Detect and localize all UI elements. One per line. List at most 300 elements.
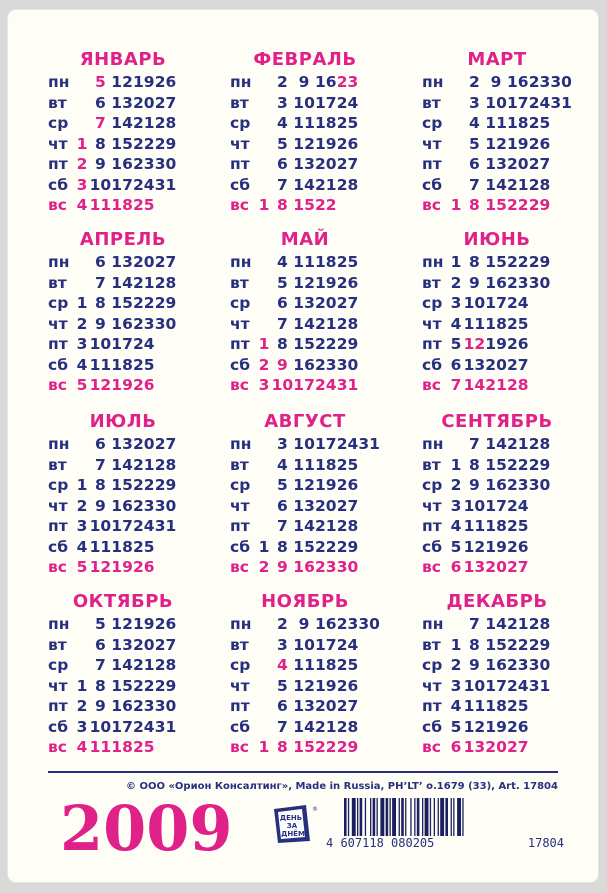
weekday-label: пт bbox=[48, 335, 68, 353]
day-cell: 11 bbox=[485, 114, 507, 132]
day-cell bbox=[176, 676, 198, 697]
weekday-label: ср bbox=[48, 114, 69, 132]
day-cell: 1 bbox=[76, 294, 88, 312]
weekday-label: пт bbox=[48, 517, 68, 535]
day-cell: 27 bbox=[154, 635, 177, 654]
day-cell: 6 bbox=[450, 738, 462, 756]
day-cell: 13 bbox=[293, 496, 315, 515]
day-cell bbox=[550, 195, 572, 216]
day-cell: 7 bbox=[276, 517, 288, 535]
day-cell: 19 bbox=[485, 717, 507, 736]
weekday-label: вт bbox=[230, 455, 249, 474]
day-cell bbox=[74, 434, 89, 455]
month-block bbox=[230, 228, 380, 396]
barcode-bar bbox=[453, 798, 454, 836]
day-cell: 8 bbox=[468, 253, 480, 271]
day-cell: 2 bbox=[76, 155, 88, 173]
weekday-label: ср bbox=[48, 294, 69, 312]
weekday-label: вт bbox=[230, 635, 249, 654]
day-cell: 19 bbox=[314, 134, 337, 153]
weekday-label: вс bbox=[230, 376, 249, 394]
day-cell bbox=[550, 314, 572, 335]
day-cell: 14 bbox=[463, 376, 486, 394]
barcode-bar bbox=[348, 798, 349, 836]
weekday-row bbox=[230, 475, 380, 496]
day-cell: 18 bbox=[314, 656, 337, 674]
day-cell bbox=[448, 154, 463, 175]
month-block bbox=[48, 48, 198, 216]
weekday-row bbox=[48, 113, 198, 134]
day-cell: 28 bbox=[154, 455, 177, 474]
day-cell bbox=[176, 273, 198, 294]
day-cell bbox=[176, 355, 198, 376]
day-cell: 9 bbox=[276, 558, 288, 576]
day-cell: 30 bbox=[154, 314, 177, 333]
day-cell: 17 bbox=[314, 435, 337, 453]
day-cell: 3 bbox=[76, 517, 88, 535]
day-cell bbox=[176, 455, 198, 476]
month-name: МАЙ bbox=[280, 229, 330, 250]
day-cell: 31 bbox=[154, 517, 177, 535]
day-cell: 18 bbox=[485, 697, 507, 715]
weekday-row bbox=[230, 717, 380, 738]
day-cell: 2 bbox=[258, 558, 270, 576]
weekday-label: чт bbox=[422, 314, 442, 333]
day-cell: 18 bbox=[111, 196, 133, 214]
day-cell: 22 bbox=[132, 134, 155, 153]
day-cell: 9 bbox=[94, 697, 106, 715]
day-cell bbox=[550, 696, 572, 717]
day-cell: 22 bbox=[132, 294, 155, 312]
day-cell: 24 bbox=[506, 294, 529, 312]
day-cell: 10 bbox=[463, 294, 486, 312]
day-cell: 9 bbox=[94, 314, 106, 333]
weekday-label: пт bbox=[230, 155, 250, 173]
barcode-bar bbox=[422, 798, 423, 836]
day-cell: 24 bbox=[336, 435, 359, 453]
weekday-row bbox=[230, 195, 380, 216]
day-cell bbox=[256, 614, 271, 635]
month-block bbox=[422, 228, 572, 396]
weekday-row bbox=[230, 72, 380, 93]
day-cell: 28 bbox=[528, 615, 551, 633]
weekday-row bbox=[48, 334, 198, 355]
barcode-bar bbox=[430, 798, 431, 836]
day-cell: 2 bbox=[76, 496, 88, 515]
day-cell: 7 bbox=[468, 175, 480, 194]
day-cell: 19 bbox=[132, 615, 155, 633]
weekday-row bbox=[230, 655, 380, 676]
day-cell bbox=[256, 496, 271, 517]
day-cell: 15 bbox=[485, 455, 507, 474]
weekday-label: пт bbox=[230, 517, 250, 535]
day-cell: 28 bbox=[154, 114, 177, 132]
day-cell: 26 bbox=[528, 134, 551, 153]
day-cell: 27 bbox=[506, 738, 529, 756]
weekday-label: пт bbox=[422, 517, 442, 535]
barcode-numbers bbox=[326, 836, 564, 850]
day-cell: 19 bbox=[132, 73, 155, 91]
day-cell: 22 bbox=[314, 537, 337, 556]
logo-text-2: ЗА bbox=[286, 822, 298, 830]
day-cell: 16 bbox=[111, 155, 133, 173]
day-cell: 4 bbox=[450, 314, 462, 333]
month-block bbox=[48, 228, 198, 396]
day-cell: 9 bbox=[468, 273, 480, 292]
day-cell: 30 bbox=[528, 476, 551, 494]
weekday-row bbox=[230, 355, 380, 376]
weekday-row bbox=[230, 614, 380, 635]
day-cell bbox=[256, 175, 271, 196]
weekday-row bbox=[422, 696, 572, 717]
day-cell: 4 bbox=[276, 455, 288, 474]
day-cell: 12 bbox=[111, 73, 133, 91]
day-cell: 8 bbox=[94, 294, 106, 312]
day-cell: 27 bbox=[528, 155, 551, 173]
day-cell: 7 bbox=[94, 455, 106, 474]
day-cell: 21 bbox=[314, 717, 337, 736]
day-cell: 10 bbox=[463, 676, 486, 695]
day-cell: 29 bbox=[154, 476, 177, 494]
day-cell: 30 bbox=[154, 496, 177, 515]
day-cell: 17 bbox=[485, 496, 507, 515]
day-cell bbox=[358, 375, 380, 396]
day-cell: 13 bbox=[293, 697, 315, 715]
weekday-label: чт bbox=[48, 496, 68, 515]
weekday-row bbox=[422, 434, 572, 455]
day-cell: 3 bbox=[276, 635, 288, 654]
day-cell: 7 bbox=[276, 717, 288, 736]
day-cell: 11 bbox=[463, 517, 486, 535]
month-name: АВГУСТ bbox=[264, 411, 346, 432]
day-cell: 11 bbox=[293, 114, 315, 132]
day-cell bbox=[74, 72, 89, 93]
weekday-row bbox=[422, 154, 572, 175]
day-cell: 6 bbox=[276, 697, 288, 715]
weekday-label: пн bbox=[230, 615, 252, 633]
weekday-label: вс bbox=[48, 196, 67, 214]
day-cell: 11 bbox=[463, 314, 486, 333]
day-cell: 13 bbox=[463, 355, 486, 374]
day-cell: 6 bbox=[450, 558, 462, 576]
weekday-label: вт bbox=[422, 455, 441, 474]
day-cell: 16 bbox=[485, 476, 507, 494]
day-cell: 20 bbox=[314, 294, 337, 312]
weekday-label: пт bbox=[48, 697, 68, 715]
day-cell: 12 bbox=[463, 717, 486, 736]
day-cell bbox=[529, 516, 551, 537]
day-cell bbox=[550, 154, 572, 175]
day-cell: 13 bbox=[485, 155, 507, 173]
day-cell bbox=[256, 134, 271, 155]
day-cell: 22 bbox=[506, 253, 529, 271]
day-cell: 13 bbox=[111, 435, 133, 453]
day-cell: 29 bbox=[336, 335, 359, 353]
day-cell bbox=[155, 334, 177, 355]
day-cell: 2 bbox=[76, 314, 88, 333]
day-cell: 11 bbox=[89, 196, 112, 214]
day-cell: 16 bbox=[293, 558, 315, 576]
day-cell: 24 bbox=[336, 635, 359, 654]
month-name: ДЕКАБРЬ bbox=[446, 591, 548, 612]
day-cell: 4 bbox=[450, 697, 462, 715]
weekday-label: вс bbox=[230, 558, 249, 576]
day-cell: 15 bbox=[293, 537, 315, 556]
day-cell: 15 bbox=[485, 635, 507, 654]
weekday-row bbox=[422, 475, 572, 496]
weekday-label: вт bbox=[422, 635, 441, 654]
day-cell bbox=[74, 655, 89, 676]
weekday-label: ср bbox=[48, 656, 69, 674]
day-cell: 11 bbox=[89, 355, 112, 374]
day-cell: 6 bbox=[94, 435, 106, 453]
day-cell bbox=[448, 614, 463, 635]
day-cell: 24 bbox=[132, 335, 155, 353]
day-cell: 5 bbox=[468, 134, 480, 153]
day-cell: 19 bbox=[111, 558, 133, 576]
day-cell bbox=[358, 252, 380, 273]
day-cell: 1 bbox=[76, 134, 88, 153]
day-cell: 16 bbox=[111, 697, 133, 715]
day-cell: 16 bbox=[314, 73, 337, 91]
weekday-row bbox=[48, 676, 198, 697]
day-cell: 2 bbox=[276, 615, 288, 633]
day-cell: 18 bbox=[314, 114, 337, 132]
day-cell: 4 bbox=[276, 253, 288, 271]
day-cell: 7 bbox=[450, 376, 462, 394]
day-cell: 13 bbox=[463, 558, 486, 576]
day-cell: 1 bbox=[258, 738, 270, 756]
day-cell: 17 bbox=[111, 717, 133, 736]
month-name: ИЮЛЬ bbox=[89, 411, 157, 432]
day-cell: 29 bbox=[528, 635, 551, 654]
day-cell: 13 bbox=[293, 155, 315, 173]
day-cell: 24 bbox=[506, 496, 529, 515]
day-cell: 27 bbox=[154, 435, 177, 453]
day-cell: 12 bbox=[293, 273, 315, 292]
day-cell bbox=[256, 455, 271, 476]
day-cell: 3 bbox=[450, 496, 462, 515]
day-cell: 26 bbox=[506, 537, 529, 556]
barcode-bar bbox=[434, 798, 435, 836]
day-cell: 20 bbox=[485, 355, 507, 374]
day-cell: 15 bbox=[293, 738, 315, 756]
day-cell: 2 bbox=[450, 656, 462, 674]
day-cell: 1 bbox=[450, 635, 462, 654]
month-block bbox=[230, 590, 380, 758]
day-cell: 15 bbox=[293, 196, 315, 214]
day-cell: 16 bbox=[485, 273, 507, 292]
day-cell: 23 bbox=[132, 314, 155, 333]
day-cell: 15 bbox=[111, 294, 133, 312]
day-cell: 23 bbox=[314, 355, 337, 374]
weekday-label: сб bbox=[230, 175, 251, 194]
month-name: ЯНВАРЬ bbox=[79, 49, 167, 70]
barcode-bar bbox=[410, 798, 411, 836]
barcode-bar bbox=[373, 798, 376, 836]
day-cell: 27 bbox=[506, 355, 529, 374]
day-cell: 6 bbox=[468, 155, 480, 173]
weekday-label: ср bbox=[230, 114, 251, 132]
day-cell bbox=[550, 717, 572, 738]
weekday-row bbox=[230, 737, 380, 758]
day-cell: 23 bbox=[132, 496, 155, 515]
barcode-bar bbox=[370, 798, 371, 836]
day-cell: 7 bbox=[94, 656, 106, 674]
day-cell bbox=[358, 516, 380, 537]
weekday-row bbox=[422, 334, 572, 355]
weekday-label: вс bbox=[48, 738, 67, 756]
day-cell: 17 bbox=[293, 376, 315, 394]
weekday-row bbox=[48, 635, 198, 656]
day-cell: 30 bbox=[154, 697, 177, 715]
day-cell: 26 bbox=[336, 676, 359, 695]
day-cell: 27 bbox=[336, 496, 359, 515]
barcode-bar bbox=[380, 798, 384, 836]
weekday-label: чт bbox=[48, 676, 68, 695]
day-cell: 4 bbox=[450, 517, 462, 535]
weekday-row bbox=[48, 72, 198, 93]
day-cell bbox=[176, 614, 198, 635]
day-cell: 11 bbox=[463, 697, 486, 715]
day-cell bbox=[448, 93, 463, 114]
weekday-label: сб bbox=[48, 717, 69, 736]
day-cell bbox=[529, 293, 551, 314]
day-cell: 12 bbox=[463, 335, 486, 353]
day-cell: 15 bbox=[293, 335, 315, 353]
weekday-label: пн bbox=[422, 73, 444, 91]
day-cell bbox=[176, 496, 198, 517]
day-cell: 25 bbox=[132, 537, 155, 556]
day-cell bbox=[550, 635, 572, 656]
weekday-row bbox=[422, 737, 572, 758]
weekday-row bbox=[230, 154, 380, 175]
weekday-label: пн bbox=[48, 615, 70, 633]
day-cell: 26 bbox=[132, 376, 155, 394]
day-cell: 5 bbox=[276, 676, 288, 695]
day-cell: 26 bbox=[154, 73, 177, 91]
day-cell: 6 bbox=[276, 294, 288, 312]
day-cell: 23 bbox=[506, 656, 529, 674]
day-cell: 8 bbox=[276, 196, 288, 214]
weekday-label: пт bbox=[422, 155, 442, 173]
day-cell: 17 bbox=[485, 676, 507, 695]
day-cell bbox=[256, 72, 271, 93]
day-cell: 6 bbox=[276, 155, 288, 173]
day-cell bbox=[358, 557, 380, 578]
day-cell: 15 bbox=[111, 134, 133, 153]
day-cell: 16 bbox=[111, 314, 133, 333]
day-cell: 16 bbox=[293, 355, 315, 374]
weekday-label: вс bbox=[422, 196, 441, 214]
day-cell bbox=[176, 113, 198, 134]
day-cell bbox=[256, 314, 271, 335]
day-cell: 26 bbox=[336, 273, 359, 292]
calendar-card bbox=[8, 10, 598, 882]
day-cell: 8 bbox=[94, 476, 106, 494]
barcode-bar bbox=[401, 798, 404, 836]
day-cell bbox=[529, 314, 551, 335]
day-cell bbox=[550, 475, 572, 496]
day-cell: 28 bbox=[528, 435, 551, 453]
day-cell: 10 bbox=[485, 93, 507, 112]
day-cell bbox=[256, 273, 271, 294]
weekday-row bbox=[422, 195, 572, 216]
day-cell: 10 bbox=[293, 435, 315, 453]
weekday-label: пн bbox=[230, 435, 252, 453]
weekday-row bbox=[48, 175, 198, 196]
day-cell: 29 bbox=[528, 253, 551, 271]
weekday-label: ср bbox=[422, 294, 443, 312]
day-cell: 5 bbox=[450, 717, 462, 736]
day-cell: 20 bbox=[506, 155, 529, 173]
day-cell: 17 bbox=[111, 175, 133, 194]
weekday-row bbox=[422, 375, 572, 396]
day-cell: 15 bbox=[485, 196, 507, 214]
day-cell bbox=[358, 154, 380, 175]
weekday-row bbox=[230, 696, 380, 717]
weekday-label: сб bbox=[48, 355, 69, 374]
day-cell: 17 bbox=[111, 335, 133, 353]
day-cell: 4 bbox=[468, 114, 480, 132]
weekday-row bbox=[48, 537, 198, 558]
day-cell: 21 bbox=[485, 376, 507, 394]
barcode-bar bbox=[357, 798, 358, 836]
weekday-label: пт bbox=[48, 155, 68, 173]
day-cell: 26 bbox=[336, 476, 359, 494]
weekday-label: вт bbox=[422, 93, 441, 112]
day-cell: 24 bbox=[132, 717, 155, 736]
day-cell: 19 bbox=[485, 335, 507, 353]
weekday-row bbox=[422, 134, 572, 155]
day-cell bbox=[529, 737, 551, 758]
day-cell bbox=[256, 676, 271, 697]
day-cell: 14 bbox=[293, 717, 315, 736]
day-cell: 19 bbox=[111, 376, 133, 394]
day-cell: 31 bbox=[154, 175, 177, 194]
weekday-row bbox=[422, 113, 572, 134]
day-cell: 8 bbox=[276, 738, 288, 756]
weekday-row bbox=[230, 635, 380, 656]
day-cell: 25 bbox=[528, 114, 551, 132]
day-cell: 17 bbox=[314, 93, 337, 112]
day-cell: 13 bbox=[111, 635, 133, 654]
weekday-row bbox=[48, 455, 198, 476]
day-cell: 22 bbox=[314, 738, 337, 756]
weekday-row bbox=[230, 516, 380, 537]
day-cell: 28 bbox=[506, 376, 529, 394]
day-cell bbox=[256, 475, 271, 496]
day-cell: 28 bbox=[336, 175, 359, 194]
day-cell: 29 bbox=[154, 134, 177, 153]
day-cell bbox=[550, 375, 572, 396]
day-cell bbox=[448, 72, 463, 93]
weekday-label: пн bbox=[230, 73, 252, 91]
day-cell: 23 bbox=[528, 73, 551, 91]
month-block bbox=[422, 48, 572, 216]
weekday-row bbox=[48, 293, 198, 314]
day-cell: 22 bbox=[132, 476, 155, 494]
barcode-ean: 4 607118 080205 bbox=[326, 836, 435, 850]
day-cell bbox=[176, 696, 198, 717]
weekday-row bbox=[230, 293, 380, 314]
weekday-label: чт bbox=[422, 134, 442, 153]
day-cell: 4 bbox=[76, 738, 88, 756]
day-cell: 9 bbox=[468, 656, 480, 674]
day-cell: 25 bbox=[336, 656, 359, 674]
weekday-row bbox=[230, 252, 380, 273]
day-cell bbox=[550, 355, 572, 376]
